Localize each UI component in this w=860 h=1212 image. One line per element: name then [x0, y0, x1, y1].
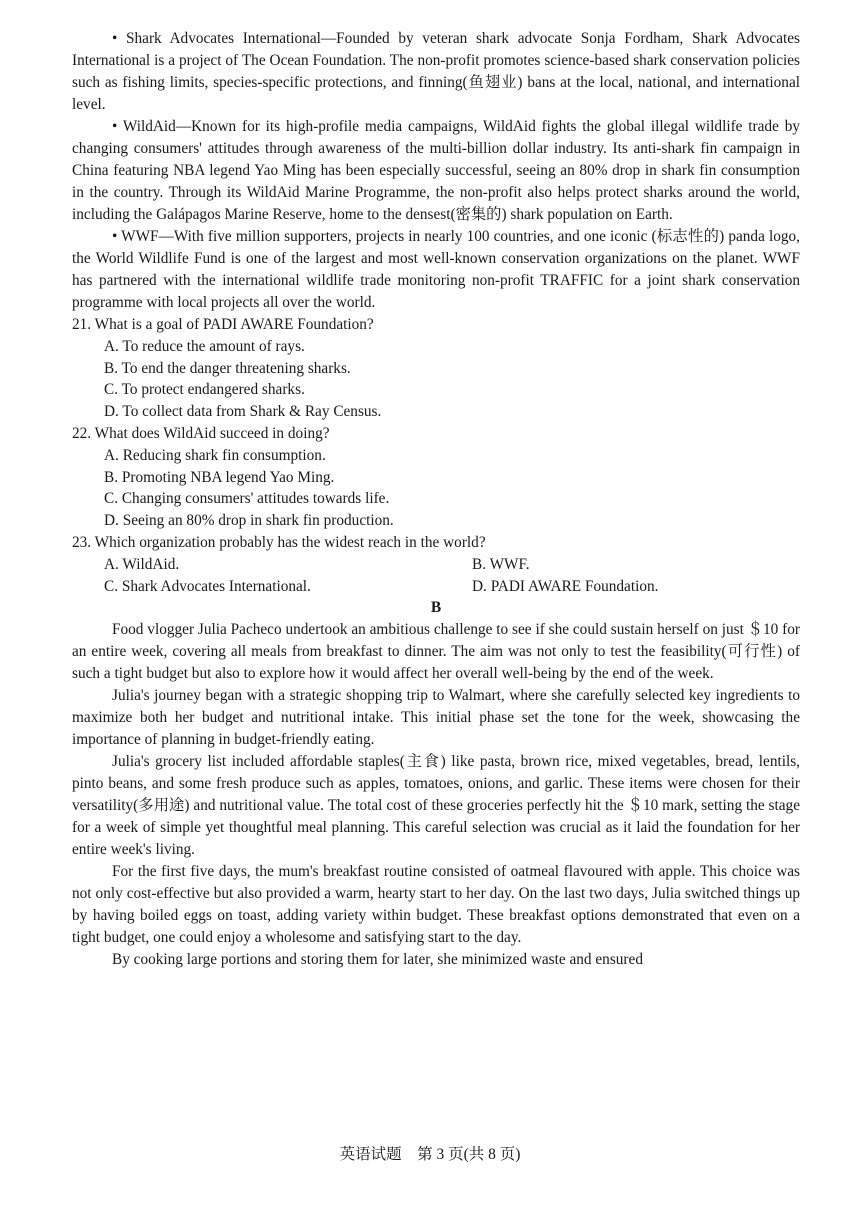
paragraph-wwf: • WWF—With five million supporters, projects in nearly 100 countries, and one iconic (标志性的) panda logo, the World Wildlife Fund is one of the largest and most well-known conservation organizations on the planet. WWF has partnered with the international wildlife trade monitoring non-profit TRAFFIC for a joint shark conservation programme with local projects all over the world.: [72, 228, 800, 311]
option-b: B. WWF.: [472, 555, 530, 573]
paragraph-breakfast: For the first five days, the mum's breakfast routine consisted of oatmeal flavoured with apple. This choice was not only cost-effective but also provided a warm, hearty start to her day. On the last two days, Julia switched things up by having boiled eggs on toast, adding variety within budget. These breakfast options demonstrated that even on a tight budget, one could enjoy a wholesome and satisfying start to the day.: [72, 863, 800, 947]
option-grid: [72, 554, 800, 598]
option-d: D. To collect data from Shark & Ray Census.: [104, 403, 382, 421]
question-23: [72, 532, 800, 597]
page-footer: 英语试题 第 3 页(共 8 页): [339, 1146, 521, 1163]
section-b-heading: B: [430, 599, 442, 617]
question-list: [72, 314, 800, 597]
option-a: A. WildAid.: [104, 555, 180, 573]
paragraph-wildaid: • WildAid—Known for its high-profile media campaigns, WildAid fights the global illegal wildlife trade by changing consumers' attitudes through awareness of the multi-billion dollar industry. Its anti-shark fin campaign in China featuring NBA legend Yao Ming has been especially successful, seeing an 80% drop in shark fin consumption in the country. Through its WildAid Marine Programme, the non-profit also helps protect sharks around the world, including the Galápagos Marine Reserve, home to the densest(密集的) shark population on Earth.: [72, 118, 800, 223]
question-21: [72, 314, 800, 423]
question-stem: 22. What does WildAid succeed in doing?: [72, 424, 330, 442]
passage-a: [72, 28, 800, 314]
option-b: B. To end the danger threatening sharks.: [104, 359, 351, 377]
option-c: C. To protect endangered sharks.: [104, 381, 305, 399]
option-a: A. Reducing shark fin consumption.: [104, 446, 326, 464]
option-d: D. Seeing an 80% drop in shark fin production.: [104, 512, 394, 530]
option-c: C. Shark Advocates International.: [104, 577, 311, 595]
paragraph-shopping: Julia's journey began with a strategic shopping trip to Walmart, where she carefully selected key ingredients to maximize both her budget and nutritional intake. This initial phase set the tone for the week, showcasing the importance of planning in budget-friendly eating.: [72, 687, 800, 749]
question-22: [72, 423, 800, 532]
option-a: A. To reduce the amount of rays.: [104, 337, 305, 355]
passage-b: [72, 619, 800, 971]
option-b: B. Promoting NBA legend Yao Ming.: [104, 468, 335, 486]
paragraph-challenge: Food vlogger Julia Pacheco undertook an ambitious challenge to see if she could sustain herself on just ＄10 for an entire week, covering all meals from breakfast to dinner. The aim was not only to test the feasibility(可行性) of such a tight budget but also to explore how it would affect her overall well-being by the end of the week.: [72, 621, 800, 683]
option-c: C. Changing consumers' attitudes towards life.: [104, 490, 390, 508]
paragraph-shark-advocates: • Shark Advocates International—Founded by veteran shark advocate Sonja Fordham, Shark Advocates International is a project of The Ocean Foundation. The non-profit promotes science-based shark conservation policies such as fishing limits, species-specific protections, and finning(鱼翅业) bans at the local, national, and international level.: [72, 30, 800, 113]
paragraph-cooking: By cooking large portions and storing them for later, she minimized waste and ensured: [112, 951, 643, 969]
question-stem: 21. What is a goal of PADI AWARE Foundation?: [72, 316, 374, 333]
question-stem: 23. Which organization probably has the widest reach in the world?: [72, 533, 486, 551]
option-d: D. PADI AWARE Foundation.: [472, 577, 659, 595]
paragraph-grocery-list: Julia's grocery list included affordable staples(主食) like pasta, brown rice, mixed vegetables, bread, lentils, pinto beans, and some fresh produce such as apples, tomatoes, onions, and garlic. These items were chosen for their versatility(多用途) and nutritional value. The total cost of these groceries perfectly hit the ＄10 mark, setting the stage for a week of simple yet thoughtful meal planning. This careful selection was crucial as it laid the foundation for her entire week's living.: [72, 753, 800, 859]
